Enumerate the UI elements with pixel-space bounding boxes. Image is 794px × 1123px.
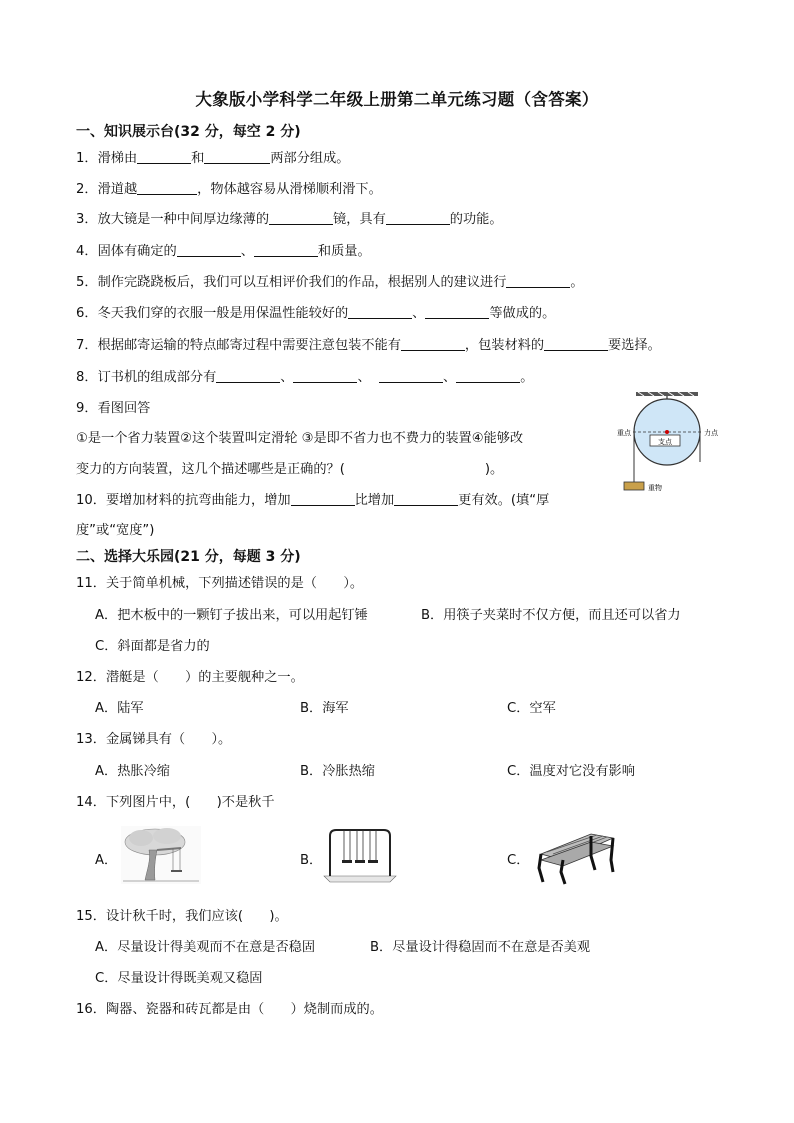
fulcrum-label: 支点 xyxy=(658,438,672,446)
answer-blank[interactable] xyxy=(204,149,270,164)
pivot-point xyxy=(665,430,669,434)
q13-option-a[interactable]: A．热胀冷缩 xyxy=(95,764,170,779)
q12-option-c[interactable]: C．空军 xyxy=(507,701,556,716)
answer-blank[interactable] xyxy=(394,491,458,506)
weight-point-label: 重点 xyxy=(617,429,631,437)
force-point-label: 力点 xyxy=(704,429,718,437)
answer-blank[interactable] xyxy=(506,273,570,288)
answer-blank[interactable] xyxy=(177,242,241,257)
question-13: 13．金属锑具有（ ）。 xyxy=(76,732,232,747)
answer-blank[interactable] xyxy=(269,210,333,225)
q14-option-b[interactable]: B． xyxy=(300,853,323,868)
park-bench-image xyxy=(533,826,615,886)
q11-option-c[interactable]: C．斜面都是省力的 xyxy=(95,639,210,654)
question-12: 12．潜艇是（ ）的主要舰种之一。 xyxy=(76,670,304,685)
question-11: 11．关于简单机械，下列描述错误的是（ ）。 xyxy=(76,576,364,591)
question-6: 6．冬天我们穿的衣服一般是用保温性能较好的 、 等做成的。 xyxy=(76,306,556,321)
answer-blank[interactable] xyxy=(401,336,465,351)
weight-label: 重物 xyxy=(648,484,662,492)
question-5: 5．制作完跷跷板后，我们可以互相评价我们的作品，根据别人的建议进行 。 xyxy=(76,275,584,290)
question-7: 7．根据邮寄运输的特点邮寄过程中需要注意包装不能有 ，包装材料的 要选择。 xyxy=(76,338,661,353)
question-9-statements: ①是一个省力装置②这个装置叫定滑轮 ③是即不省力也不费力的装置④能够改 xyxy=(76,431,524,446)
answer-blank[interactable] xyxy=(386,210,450,225)
answer-blank[interactable] xyxy=(544,336,608,351)
question-2: 2．滑道越 ，物体越容易从滑梯顺利滑下。 xyxy=(76,182,382,197)
answer-blank[interactable] xyxy=(216,368,280,383)
swing-set-image xyxy=(320,826,400,884)
answer-blank[interactable] xyxy=(137,149,191,164)
answer-blank[interactable] xyxy=(379,368,443,383)
question-15: 15．设计秋千时，我们应该( )。 xyxy=(76,909,288,924)
question-4: 4．固体有确定的 、 和质量。 xyxy=(76,244,371,259)
answer-blank[interactable] xyxy=(137,180,197,195)
question-16: 16．陶器、瓷器和砖瓦都是由（ ）烧制而成的。 xyxy=(76,1002,383,1017)
question-3: 3．放大镜是一种中间厚边缘薄的 镜，具有 的功能。 xyxy=(76,212,503,227)
question-10: 10．要增加材料的抗弯曲能力，增加 比增加 更有效。(填“厚 xyxy=(76,493,550,508)
q11-option-a[interactable]: A．把木板中的一颗钉子拔出来，可以用起钉锤 xyxy=(95,608,368,623)
question-14: 14．下列图片中，( )不是秋千 xyxy=(76,795,275,810)
q14-option-c[interactable]: C． xyxy=(507,853,530,868)
tree-swing-image xyxy=(121,826,201,884)
q12-option-b[interactable]: B．海军 xyxy=(300,701,349,716)
section-2-heading: 二、选择大乐园(21 分，每题 3 分) xyxy=(76,549,301,565)
fixed-pulley-figure xyxy=(616,390,728,494)
question-8: 8．订书机的组成部分有 、 、 、 。 xyxy=(76,370,534,385)
answer-blank[interactable] xyxy=(348,304,412,319)
question-1: 1．滑梯由 和 两部分组成。 xyxy=(76,151,350,166)
question-9-label: 9．看图回答 xyxy=(76,401,151,416)
q15-option-c[interactable]: C．尽量设计得既美观又稳固 xyxy=(95,971,263,986)
q12-option-a[interactable]: A．陆军 xyxy=(95,701,144,716)
answer-blank[interactable] xyxy=(456,368,520,383)
question-10-cont: 度”或“宽度”) xyxy=(76,523,155,538)
q13-option-c[interactable]: C．温度对它没有影响 xyxy=(507,764,635,779)
question-9-prompt: 变力的方向装置，这几个描述哪些是正确的？( )。 xyxy=(76,462,504,477)
page-title: 大象版小学科学二年级上册第二单元练习题（含答案） xyxy=(195,90,599,109)
q11-option-b[interactable]: B．用筷子夹菜时不仅方便，而且还可以省力 xyxy=(421,608,681,623)
answer-blank[interactable] xyxy=(293,368,357,383)
weight-block xyxy=(624,482,644,490)
q15-option-a[interactable]: A．尽量设计得美观而不在意是否稳固 xyxy=(95,940,316,955)
q13-option-b[interactable]: B．冷胀热缩 xyxy=(300,764,375,779)
section-1-heading: 一、知识展示台(32 分，每空 2 分) xyxy=(76,124,301,140)
answer-blank[interactable] xyxy=(425,304,489,319)
answer-blank[interactable] xyxy=(291,491,355,506)
q14-option-a[interactable]: A． xyxy=(95,853,118,868)
q15-option-b[interactable]: B．尽量设计得稳固而不在意是否美观 xyxy=(370,940,591,955)
answer-blank[interactable] xyxy=(254,242,318,257)
